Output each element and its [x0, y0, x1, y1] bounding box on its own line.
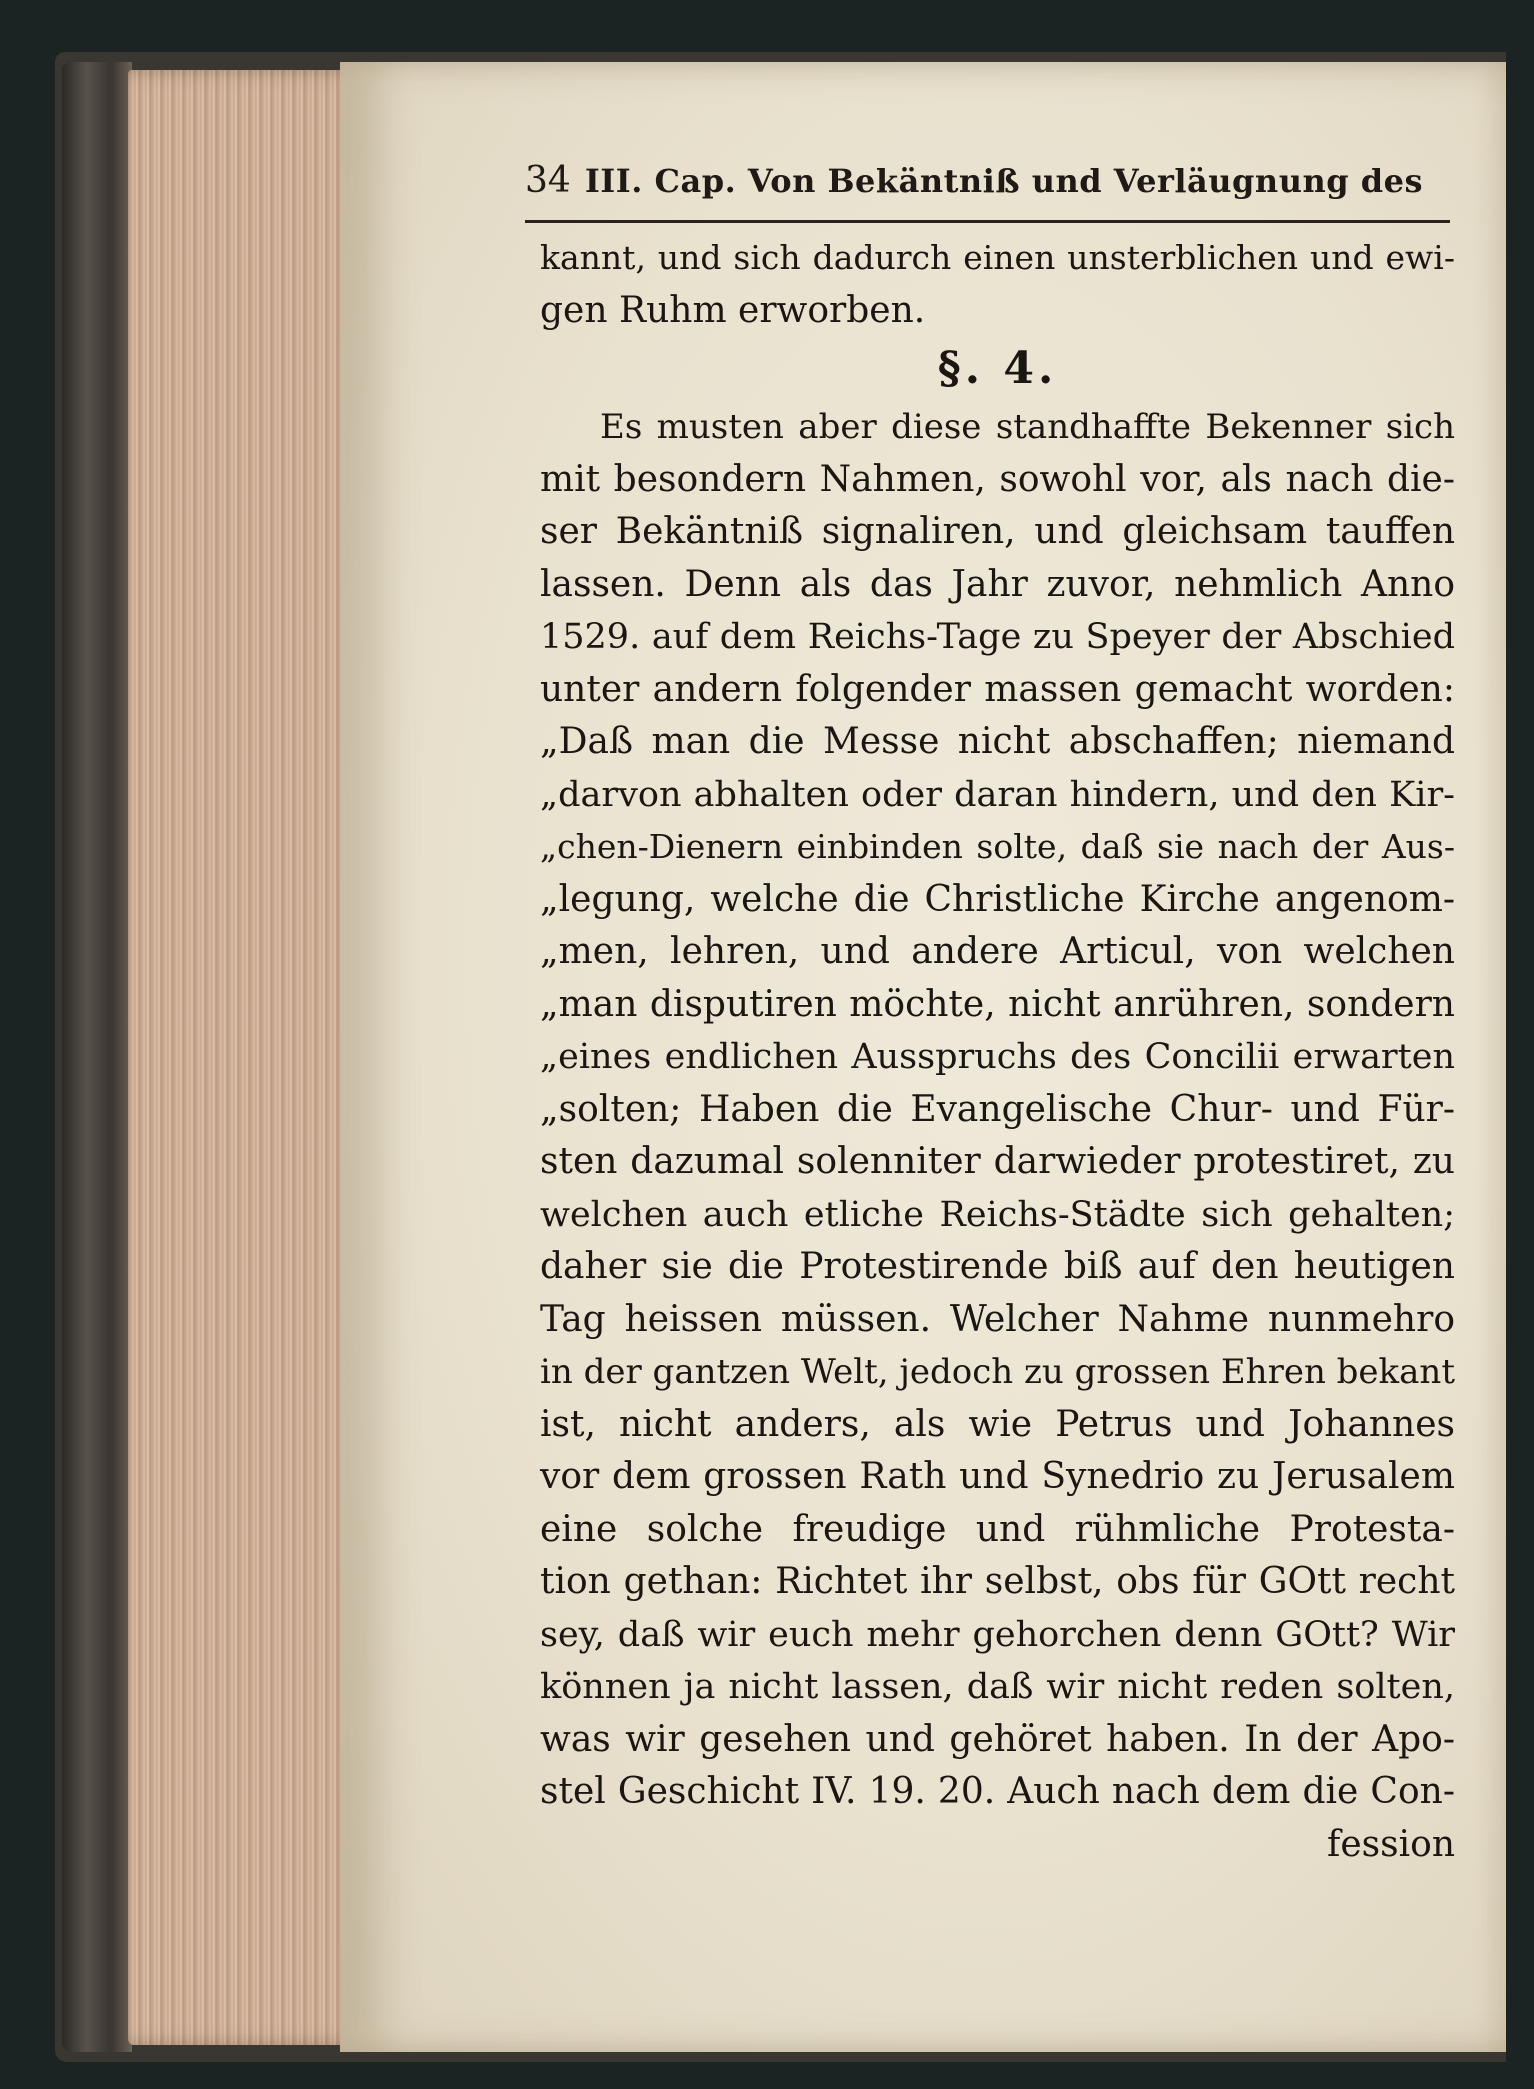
background-strip: [1506, 0, 1534, 2089]
text-line: Es musten aber diese standhaffte Bekenner sich: [600, 407, 1455, 447]
text-line: stel Geschicht IV. 19. 20. Auch nach dem die Con-: [540, 1771, 1455, 1812]
text-line: tion gethan: Richtet ihr selbst, obs für GOtt recht: [540, 1561, 1455, 1602]
text-line: in der gantzen Welt, jedoch zu grossen Ehren bekant: [540, 1352, 1455, 1392]
text-line: mit besondern Nahmen, sowohl vor, als nach die-: [540, 458, 1455, 500]
text-line: „eines endlichen Ausspruchs des Concilii erwarten: [540, 1037, 1455, 1077]
text-line: daher sie die Protestirende biß auf den heutigen: [540, 1246, 1455, 1287]
section-heading: §. 4.: [937, 343, 1058, 394]
text-line: Tag heissen müssen. Welcher Nahme nunmehro: [540, 1298, 1455, 1340]
text-line: „man disputiren möchte, nicht anrühren, sondern: [540, 983, 1455, 1025]
text-line: „chen-Dienern einbinden solte, daß sie nach der Aus-: [540, 827, 1455, 866]
text-line: „solten; Haben die Evangelische Chur- und Für-: [540, 1088, 1455, 1130]
text-line: 1529. auf dem Reichs-Tage zu Speyer der Abschied: [540, 617, 1455, 657]
text-line: was wir gesehen und gehöret haben. In der Apo-: [540, 1718, 1455, 1760]
text-line: „legung, welche die Christliche Kirche angenom-: [540, 878, 1455, 920]
catchword: fession: [1327, 1823, 1455, 1865]
text-line: können ja nicht lassen, daß wir nicht reden solten,: [540, 1667, 1455, 1707]
text-line: welchen auch etliche Reichs-Städte sich gehalten;: [540, 1194, 1455, 1235]
running-head: III. Cap. Von Bekäntniß und Verläugnung des: [584, 162, 1423, 200]
header-rule: [525, 220, 1450, 223]
text-line: ser Bekäntniß signaliren, und gleichsam tauffen: [540, 511, 1455, 552]
text-line: vor dem grossen Rath und Synedrio zu Jerusalem: [540, 1456, 1455, 1497]
text-line: kannt, und sich dadurch einen unsterblichen und ewi-: [540, 238, 1455, 277]
text-line: eine solche freudige und rühmliche Protesta-: [540, 1508, 1455, 1550]
text-line: „Daß man die Messe nicht abschaffen; niemand: [540, 721, 1455, 762]
text-line: lassen. Denn als das Jahr zuvor, nehmlich Anno: [540, 563, 1455, 605]
text-line: unter andern folgender massen gemacht worden:: [540, 668, 1455, 710]
page-edges: [128, 70, 368, 2045]
text-line: gen Ruhm erworben.: [540, 289, 926, 331]
page-number: 34: [525, 160, 571, 201]
text-line: „men, lehren, und andere Articul, von welchen: [540, 931, 1455, 972]
body-text: [540, 232, 1455, 1871]
book-spine-edge: [62, 62, 132, 2052]
page-header: [525, 160, 1455, 216]
text-line: sten dazumal solenniter darwieder protestiret, zu: [540, 1141, 1455, 1182]
text-line: sey, daß wir euch mehr gehorchen denn GOtt? Wir: [540, 1614, 1455, 1655]
text-line: „darvon abhalten oder daran hindern, und den Kir-: [540, 774, 1455, 815]
text-line: ist, nicht anders, als wie Petrus und Johannes: [540, 1403, 1455, 1445]
